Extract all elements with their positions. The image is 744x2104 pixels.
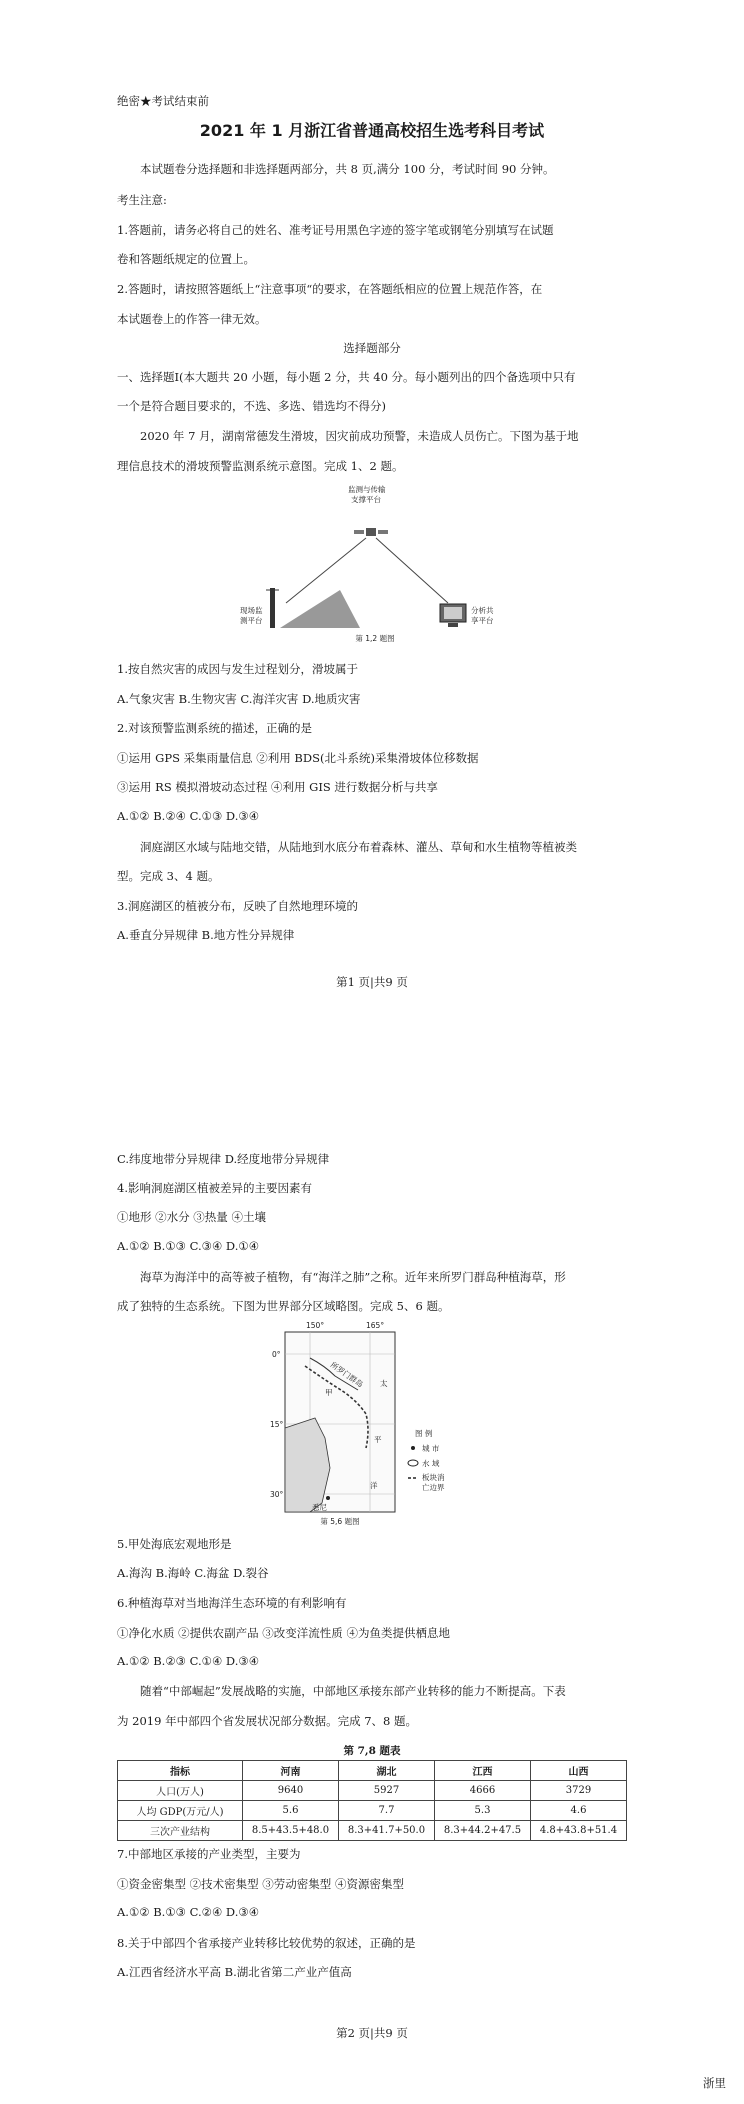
figure1-caption: 第 1,2 题图 [355, 634, 395, 643]
passage2-b: 型。完成 3、4 题。 [117, 869, 220, 883]
link-right [376, 538, 448, 603]
table-cell: 7.7 [339, 1801, 435, 1821]
table-header-row [118, 1761, 627, 1781]
table-cell: 8.3+44.2+47.5 [435, 1821, 531, 1841]
legend-plate-2: 亡边界 [422, 1483, 445, 1492]
satellite-label-1: 监测与传输 [348, 485, 386, 494]
q8-options: A.江西省经济水平高 B.湖北省第二产业产值高 [117, 1965, 352, 1979]
passage3-b: 成了独特的生态系统。下图为世界部分区域略图。完成 5、6 题。 [117, 1299, 450, 1313]
q2-options: A.①② B.②④ C.①③ D.③④ [117, 809, 260, 823]
right-label-1: 分析共 [471, 606, 494, 615]
page-footer-2: 第2 页|共9 页 [336, 2026, 408, 2040]
q2-stem: 2.对该预警监测系统的描述，正确的是 [117, 721, 312, 735]
passage1-b: 理信息技术的滑坡预警监测系统示意图。完成 1、2 题。 [117, 459, 404, 473]
legend-water: 水 域 [422, 1459, 440, 1468]
monitoring-site-icon [266, 588, 360, 628]
left-label-1: 现场监 [240, 606, 263, 615]
legend-water-icon [408, 1460, 418, 1466]
table-cell: 4666 [435, 1781, 531, 1801]
table-header-cell: 指标 [118, 1761, 243, 1781]
section-desc-b: 一个是符合题目要求的，不选、多选、错选均不得分) [117, 399, 386, 413]
satellite-icon [354, 528, 388, 536]
intro-structure: 本试题卷分选择题和非选择题两部分，共 8 页,满分 100 分，考试时间 90 分钟。 [140, 162, 555, 176]
page-title: 2021 年 1 月浙江省普通高校招生选考科目考试 [199, 121, 545, 140]
table-cell: 4.6 [531, 1801, 627, 1821]
section-title: 选择题部分 [343, 341, 401, 355]
notice-2a: 2.答题时，请按照答题纸上“注意事项“的要求，在答题纸相应的位置上规范作答，在 [117, 282, 543, 296]
q4-stem: 4.影响洞庭湖区植被差异的主要因素有 [117, 1181, 312, 1195]
sydney-dot [326, 1496, 330, 1500]
lon-150: 150° [306, 1321, 325, 1330]
table-cell: 5.6 [243, 1801, 339, 1821]
table-cell: 3729 [531, 1781, 627, 1801]
q2-line2: ③运用 RS 模拟滑坡动态过程 ④利用 GIS 进行数据分析与共享 [117, 780, 438, 794]
q1-options: A.气象灾害 B.生物灾害 C.海洋灾害 D.地质灾害 [117, 692, 361, 706]
label-yang: 洋 [370, 1481, 378, 1490]
right-label-2: 享平台 [471, 616, 494, 625]
left-label-2: 测平台 [240, 616, 263, 625]
legend-plate-1: 板块消 [422, 1473, 445, 1482]
table-cell: 5.3 [435, 1801, 531, 1821]
table-cell: 三次产业结构 [118, 1821, 243, 1841]
passage3-a: 海草为海洋中的高等被子植物，有“海洋之肺”之称。近年来所罗门群岛种植海草，形 [140, 1270, 566, 1284]
table-header-cell: 湖北 [339, 1761, 435, 1781]
table-cell: 8.5+43.5+48.0 [243, 1821, 339, 1841]
q7-stem: 7.中部地区承接的产业类型，主要为 [117, 1847, 301, 1861]
q8-stem: 8.关于中部四个省承接产业转移比较优势的叙述，正确的是 [117, 1936, 416, 1950]
section-desc-a: 一、选择题Ⅰ(本大题共 20 小题，每小题 2 分，共 40 分。每小题列出的四个备选项中只有 [117, 370, 576, 384]
island-label: 所罗门群岛 [328, 1360, 365, 1390]
legend-city-icon [411, 1446, 415, 1450]
q6-line1: ①净化水质 ②提供农副产品 ③改变洋流性质 ④为鱼类提供栖息地 [117, 1626, 450, 1640]
secret-label: 绝密★考试结束前 [117, 94, 209, 108]
q5-stem: 5.甲处海底宏观地形是 [117, 1537, 232, 1551]
notice-1b: 卷和答题纸规定的位置上。 [117, 252, 255, 266]
passage4-a: 随着“中部崛起”发展战略的实施，中部地区承接东部产业转移的能力不断提高。下表 [140, 1684, 566, 1698]
q3-stem: 3.洞庭湖区的植被分布，反映了自然地理环境的 [117, 899, 358, 913]
lat-30: 30° [270, 1490, 284, 1499]
table-cell: 5927 [339, 1781, 435, 1801]
table-row [118, 1821, 627, 1841]
table-header-cell: 江西 [435, 1761, 531, 1781]
label-jia: 甲 [325, 1388, 333, 1397]
q7-line1: ①资金密集型 ②技术密集型 ③劳动密集型 ④资源密集型 [117, 1877, 404, 1891]
table-cell: 人均 GDP(万元/人) [118, 1801, 243, 1821]
q4-options: A.①② B.①③ C.③④ D.①④ [117, 1239, 260, 1253]
label-tai: 太 [380, 1379, 388, 1388]
table-row [118, 1801, 627, 1821]
q2-line1: ①运用 GPS 采集雨量信息 ②利用 BDS(北斗系统)采集滑坡体位移数据 [117, 751, 479, 765]
landslide-system-diagram [240, 478, 510, 646]
table-caption: 第 7,8 题表 [343, 1745, 401, 1757]
passage4-b: 为 2019 年中部四个省发展状况部分数据。完成 7、8 题。 [117, 1714, 418, 1728]
table-cell: 人口(万人) [118, 1781, 243, 1801]
table-header-cell: 山西 [531, 1761, 627, 1781]
table-cell: 4.8+43.8+51.4 [531, 1821, 627, 1841]
passage2-a: 洞庭湖区水域与陆地交错，从陆地到水底分布着森林、灌丛、草甸和水生植物等植被类 [140, 840, 577, 854]
passage1-a: 2020 年 7 月，湖南常德发生滑坡，因灾前成功预警，未造成人员伤亡。下图为基于地 [140, 429, 579, 443]
table-cell: 8.3+41.7+50.0 [339, 1821, 435, 1841]
q7-options: A.①② B.①③ C.②④ D.③④ [117, 1905, 260, 1919]
data-table [117, 1760, 627, 1841]
notice-1a: 1.答题前，请务必将自己的姓名、准考证号用黑色字迹的签字笔或钢笔分别填写在试题 [117, 223, 554, 237]
lat-0: 0° [272, 1350, 281, 1359]
label-sydney: 悉尼 [312, 1503, 327, 1512]
q4-line1: ①地形 ②水分 ③热量 ④土壤 [117, 1210, 266, 1224]
legend-title: 图 例 [415, 1429, 433, 1438]
q1-stem: 1.按自然灾害的成因与发生过程划分，滑坡属于 [117, 662, 358, 676]
q3-options-b: C.纬度地带分异规律 D.经度地带分异规律 [117, 1152, 330, 1166]
link-left [286, 538, 366, 603]
computer-icon [440, 604, 466, 627]
table-row [118, 1781, 627, 1801]
figure2-caption: 第 5,6 题图 [320, 1517, 360, 1526]
q5-options: A.海沟 B.海岭 C.海盆 D.裂谷 [117, 1566, 269, 1580]
lat-15: 15° [270, 1420, 284, 1429]
legend-city: 城 市 [422, 1444, 440, 1453]
q6-options: A.①② B.②③ C.①④ D.③④ [117, 1654, 260, 1668]
table-header-cell: 河南 [243, 1761, 339, 1781]
notice-label: 考生注意: [117, 193, 167, 207]
q6-stem: 6.种植海草对当地海洋生态环境的有利影响有 [117, 1596, 347, 1610]
satellite-label-2: 支撑平台 [351, 495, 381, 504]
page-footer-1: 第1 页|共9 页 [336, 975, 408, 989]
notice-2b: 本试题卷上的作答一律无效。 [117, 312, 267, 326]
q3-options-a: A.垂直分异规律 B.地方性分异规律 [117, 928, 295, 942]
label-ping: 平 [374, 1435, 382, 1444]
corner-watermark: 浙里 [703, 2076, 726, 2090]
region-map [270, 1318, 480, 1528]
lon-165: 165° [366, 1321, 385, 1330]
table-cell: 9640 [243, 1781, 339, 1801]
